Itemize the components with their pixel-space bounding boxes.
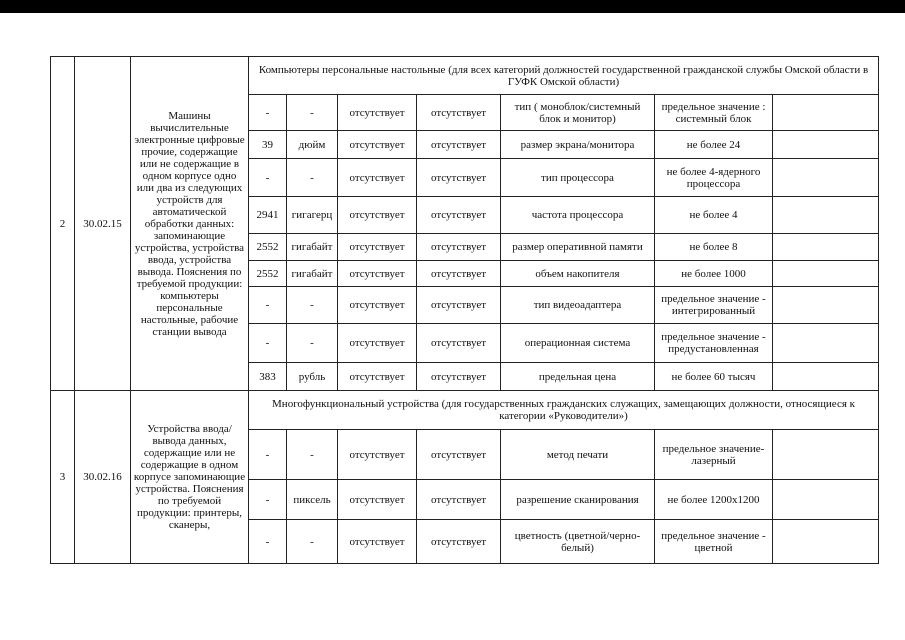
unit-name: дюйм	[287, 131, 338, 159]
cell-absent: отсутствует	[338, 324, 417, 363]
characteristic: разрешение сканирования	[501, 480, 655, 520]
section-header-row	[51, 57, 879, 95]
cell-absent: отсутствует	[417, 324, 501, 363]
unit-name: -	[287, 159, 338, 197]
okei-code: -	[249, 520, 287, 564]
empty-cell	[773, 480, 879, 520]
empty-cell	[773, 430, 879, 480]
unit-name: -	[287, 95, 338, 131]
char-value: не более 1200х1200	[655, 480, 773, 520]
product-name: Устройства ввода/вывода данных, содержащие или не содержащие в одном корпусе запоминающие устройства. Пояснения по требуемой продукции: принтеры, сканеры,	[131, 391, 249, 564]
empty-cell	[773, 197, 879, 234]
unit-name: -	[287, 324, 338, 363]
row-number: 2	[51, 57, 75, 391]
characteristic: метод печати	[501, 430, 655, 480]
cell-absent: отсутствует	[417, 234, 501, 261]
unit-name: -	[287, 520, 338, 564]
empty-cell	[773, 363, 879, 391]
cell-absent: отсутствует	[417, 131, 501, 159]
cell-absent: отсутствует	[338, 430, 417, 480]
cell-absent: отсутствует	[417, 261, 501, 287]
okpd-code: 30.02.16	[75, 391, 131, 564]
cell-absent: отсутствует	[338, 131, 417, 159]
requirements-table	[50, 56, 879, 564]
characteristic: предельная цена	[501, 363, 655, 391]
char-value: предельное значение - предустановленная	[655, 324, 773, 363]
okei-code: 39	[249, 131, 287, 159]
unit-name: -	[287, 287, 338, 324]
empty-cell	[773, 520, 879, 564]
characteristic: тип процессора	[501, 159, 655, 197]
unit-name: пиксель	[287, 480, 338, 520]
char-value: предельное значение- лазерный	[655, 430, 773, 480]
section-header-row	[51, 391, 879, 430]
section-title: Многофункциональный устройства (для государственных гражданских служащих, замещающих должности, относящиеся к категории «Руководители»)	[249, 391, 879, 430]
characteristic: размер экрана/монитора	[501, 131, 655, 159]
okei-code: -	[249, 159, 287, 197]
product-name: Машины вычислительные электронные цифровые прочие, содержащие или не содержащие в одном корпусе одно или два из следующих устройств для автоматической обработки данных: запоминающие устройства, устройства ввода, устройства вывода. Пояснения по требуемой продукции: компьютеры персональные настольные, рабочие станции вывода	[131, 57, 249, 391]
cell-absent: отсутствует	[338, 261, 417, 287]
okei-code: -	[249, 430, 287, 480]
empty-cell	[773, 159, 879, 197]
scan-top-border	[0, 0, 905, 13]
characteristic: цветность (цветной/чернобелый)	[501, 520, 655, 564]
char-value: не более 4-ядерного процессора	[655, 159, 773, 197]
char-value: не более 4	[655, 197, 773, 234]
empty-cell	[773, 324, 879, 363]
empty-cell	[773, 287, 879, 324]
unit-name: -	[287, 430, 338, 480]
char-value: не более 8	[655, 234, 773, 261]
cell-absent: отсутствует	[417, 95, 501, 131]
okei-code: -	[249, 324, 287, 363]
cell-absent: отсутствует	[338, 234, 417, 261]
char-value: не более 60 тысяч	[655, 363, 773, 391]
section-title: Компьютеры персональные настольные (для всех категорий должностей государственной гражданской службы Омской области в ГУФК Омской области)	[249, 57, 879, 95]
cell-absent: отсутствует	[417, 287, 501, 324]
unit-name: гигагерц	[287, 197, 338, 234]
unit-name: гигабайт	[287, 261, 338, 287]
char-value: предельное значение - интегрированный	[655, 287, 773, 324]
okei-code: 383	[249, 363, 287, 391]
okei-code: 2552	[249, 234, 287, 261]
unit-name: гигабайт	[287, 234, 338, 261]
okei-code: -	[249, 287, 287, 324]
okei-code: 2941	[249, 197, 287, 234]
okei-code: -	[249, 95, 287, 131]
characteristic: операционная система	[501, 324, 655, 363]
char-value: не более 1000	[655, 261, 773, 287]
cell-absent: отсутствует	[338, 363, 417, 391]
cell-absent: отсутствует	[338, 520, 417, 564]
row-number: 3	[51, 391, 75, 564]
okpd-code: 30.02.15	[75, 57, 131, 391]
cell-absent: отсутствует	[338, 480, 417, 520]
unit-name: рубль	[287, 363, 338, 391]
cell-absent: отсутствует	[417, 520, 501, 564]
empty-cell	[773, 234, 879, 261]
characteristic: тип ( моноблок/системный блок и монитор)	[501, 95, 655, 131]
cell-absent: отсутствует	[338, 287, 417, 324]
char-value: не более 24	[655, 131, 773, 159]
cell-absent: отсутствует	[338, 197, 417, 234]
char-value: предельное значение - цветной	[655, 520, 773, 564]
cell-absent: отсутствует	[338, 159, 417, 197]
empty-cell	[773, 131, 879, 159]
char-value: предельное значение : системный блок	[655, 95, 773, 131]
cell-absent: отсутствует	[417, 363, 501, 391]
characteristic: тип видеоадаптера	[501, 287, 655, 324]
characteristic: объем накопителя	[501, 261, 655, 287]
cell-absent: отсутствует	[417, 430, 501, 480]
okei-code: -	[249, 480, 287, 520]
cell-absent: отсутствует	[338, 95, 417, 131]
cell-absent: отсутствует	[417, 197, 501, 234]
okei-code: 2552	[249, 261, 287, 287]
cell-absent: отсутствует	[417, 480, 501, 520]
empty-cell	[773, 261, 879, 287]
cell-absent: отсутствует	[417, 159, 501, 197]
characteristic: размер оперативной памяти	[501, 234, 655, 261]
empty-cell	[773, 95, 879, 131]
characteristic: частота процессора	[501, 197, 655, 234]
